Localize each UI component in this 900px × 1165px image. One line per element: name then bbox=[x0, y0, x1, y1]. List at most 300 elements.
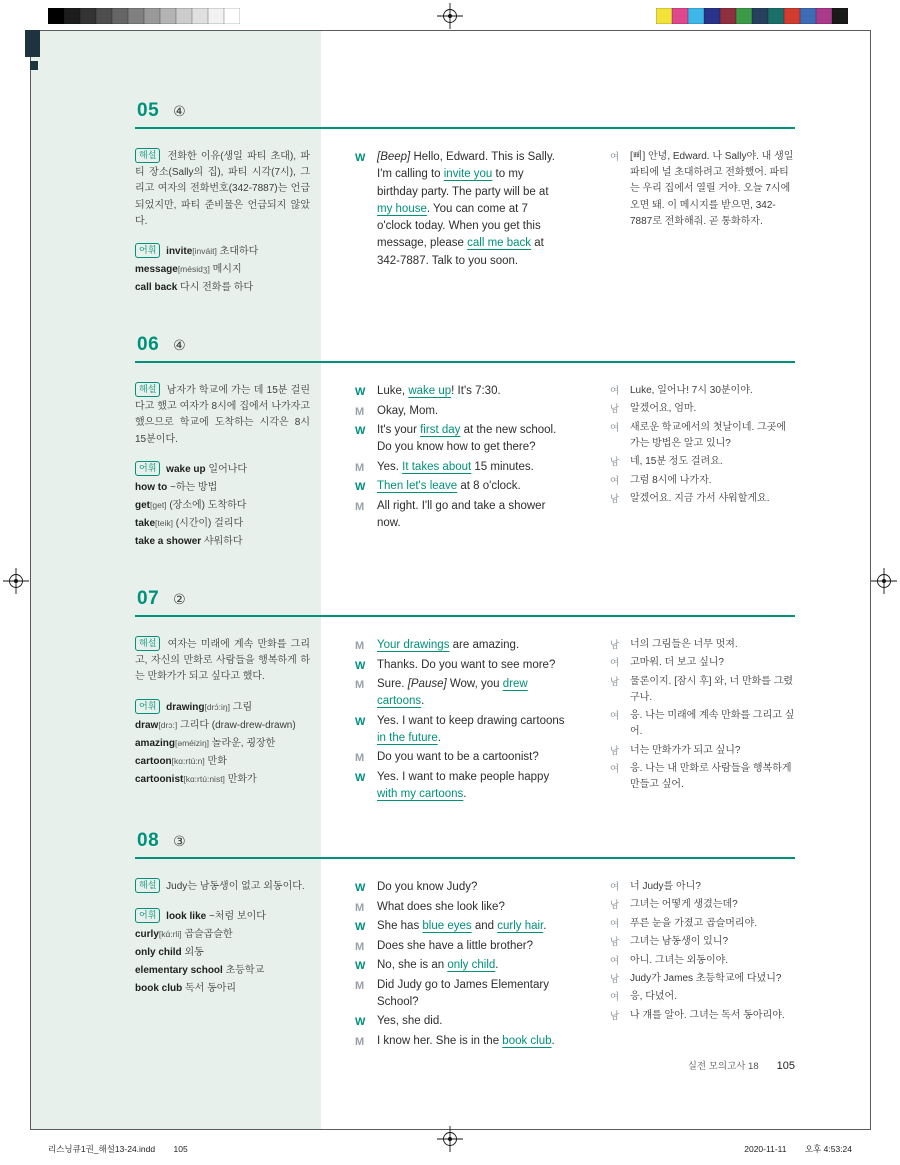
speaker-label: M bbox=[355, 901, 365, 914]
color-calibration-bar bbox=[656, 8, 848, 24]
explanation-body: 여자는 미래에 계속 만화를 그리고, 자신의 만화로 사람들을 행복하게 하는 만화가가 되고 싶다고 했다. bbox=[135, 639, 311, 683]
vocab-meaning: 놀라운, 굉장한 bbox=[209, 737, 276, 749]
translation-text: 응, 다녔어. bbox=[630, 991, 677, 1003]
vocab-word: take a shower bbox=[135, 535, 202, 547]
explanation-label: 해설 bbox=[135, 636, 160, 651]
dialogue-text: Yes. I want to keep drawing cartoons in the future. bbox=[377, 714, 565, 744]
translation-speaker: 여 bbox=[610, 422, 620, 434]
translation-text: 푸른 눈을 가졌고 곱슬머리야. bbox=[630, 917, 758, 929]
dialogue-text: [Beep] Hello, Edward. This is Sally. I'm calling to invite you to my birthday party. The party will be at my house. You can come at 7 o'clock today. When you get this message, please call me back at 342-7887. Talk to you soon. bbox=[377, 151, 555, 267]
calibration-swatch bbox=[704, 8, 720, 24]
vocab-word: get bbox=[135, 499, 150, 511]
question-header bbox=[135, 830, 795, 852]
dialogue-line bbox=[355, 769, 565, 804]
vocab-meaning: ~하는 방법 bbox=[167, 481, 218, 493]
speaker-label: M bbox=[355, 405, 365, 418]
translation-text: 너의 그림들은 너무 멋져. bbox=[630, 639, 738, 650]
vocab-entry bbox=[135, 497, 310, 514]
translation-line bbox=[610, 761, 795, 793]
translation-text: 너 Judy를 아니? bbox=[630, 881, 701, 892]
vocab-meaning: 메시지 bbox=[209, 263, 242, 275]
translation-speaker: 여 bbox=[610, 992, 620, 1004]
dialogue-text: I know her. She is in the book club. bbox=[377, 1034, 555, 1047]
dialogue-text: Thanks. Do you want to see more? bbox=[377, 658, 556, 671]
vocab-label: 어휘 bbox=[135, 243, 160, 258]
vocab-entry bbox=[135, 962, 310, 979]
calibration-swatch bbox=[144, 8, 160, 24]
speaker-label: W bbox=[355, 882, 366, 894]
translation-line bbox=[610, 655, 795, 671]
vocab-word: how to bbox=[135, 481, 168, 493]
vocab-meaning: 다시 전화를 하다 bbox=[177, 281, 254, 293]
translation-line bbox=[610, 491, 795, 507]
vocab-word: amazing bbox=[135, 737, 176, 749]
translation-text: 알겠어요. 지금 가서 샤워할게요. bbox=[630, 492, 770, 504]
vocab-word: cartoon bbox=[135, 755, 172, 767]
vocab-meaning: 그리다 (draw-drew-drawn) bbox=[177, 719, 296, 731]
question-header bbox=[135, 588, 795, 610]
question-number: 07 bbox=[137, 588, 160, 609]
calibration-swatch bbox=[192, 8, 208, 24]
dialogue-line bbox=[355, 938, 565, 956]
translation-text: 네, 15분 정도 걸려요. bbox=[630, 456, 723, 468]
registration-mark-icon bbox=[871, 568, 897, 594]
dialogue-text: Your drawings are amazing. bbox=[377, 639, 520, 651]
print-info-left bbox=[48, 1143, 188, 1155]
vocab-meaning: (시간이) 걸리다 bbox=[172, 517, 244, 529]
translation-text: 그녀는 남동생이 있니? bbox=[630, 936, 729, 948]
vocab-word: take bbox=[135, 517, 156, 529]
question-header bbox=[135, 334, 795, 356]
translation-text: 응. 나는 내 만화로 사람들을 행복하게 만들고 싶어. bbox=[630, 762, 792, 791]
translation-text: 물론이지. [잠시 후] 와, 너 만화를 그렸구나. bbox=[630, 675, 794, 703]
translation-line bbox=[610, 708, 795, 740]
underlined-phrase: curly hair bbox=[497, 920, 544, 932]
dialogue-line bbox=[355, 478, 565, 496]
vocab-meaning: 그림 bbox=[230, 701, 253, 713]
vocab-word: message bbox=[135, 263, 178, 275]
dialogue-column bbox=[355, 149, 565, 297]
translation-speaker: 남 bbox=[610, 457, 620, 469]
vocab-entry bbox=[135, 243, 310, 260]
registration-mark-icon bbox=[437, 3, 463, 29]
explanation-body: Judy는 남동생이 없고 외동이다. bbox=[166, 881, 305, 892]
vocab-label: 어휘 bbox=[135, 699, 160, 714]
translation-speaker: 여 bbox=[610, 918, 620, 930]
underlined-phrase: book club bbox=[502, 1034, 552, 1047]
calibration-swatch bbox=[48, 8, 64, 24]
dialogue-line bbox=[355, 879, 565, 897]
vocab-pronunciation: [drɔ:] bbox=[158, 719, 178, 730]
vocab-word: wake up bbox=[166, 463, 206, 475]
speaker-label: W bbox=[355, 1016, 366, 1028]
dialogue-line bbox=[355, 383, 565, 401]
answer-choice: ② bbox=[173, 591, 186, 607]
print-file-page: 105 bbox=[173, 1144, 188, 1154]
translation-speaker: 여 bbox=[610, 386, 620, 397]
dialogue-line bbox=[355, 422, 565, 457]
question-number: 06 bbox=[137, 334, 160, 355]
underlined-phrase: invite you bbox=[443, 168, 493, 181]
calibration-swatch bbox=[736, 8, 752, 24]
translation-text: 아니. 그녀는 외동이야. bbox=[630, 954, 729, 966]
translation-line bbox=[610, 454, 795, 470]
translation-speaker: 남 bbox=[610, 900, 620, 912]
sound-cue: [Pause] bbox=[407, 678, 447, 690]
translation-speaker: 여 bbox=[610, 475, 620, 487]
vocab-word: curly bbox=[135, 929, 159, 941]
vocab-word: book club bbox=[135, 983, 183, 995]
calibration-swatch bbox=[208, 8, 224, 24]
registration-mark-icon bbox=[437, 1126, 463, 1152]
calibration-swatch bbox=[176, 8, 192, 24]
translation-text: Judy가 James 초등학교에 다녔니? bbox=[630, 972, 782, 984]
dialogue-line bbox=[355, 957, 565, 975]
underlined-phrase: my house bbox=[377, 202, 427, 215]
speaker-label: M bbox=[355, 500, 365, 513]
speaker-label: W bbox=[355, 152, 366, 164]
underlined-phrase: only child bbox=[447, 959, 496, 971]
explanation-label: 해설 bbox=[135, 878, 160, 893]
translation-line bbox=[610, 879, 795, 895]
dialogue-line bbox=[355, 1033, 565, 1051]
question-content bbox=[135, 363, 795, 551]
calibration-swatch bbox=[96, 8, 112, 24]
explanation-text bbox=[135, 383, 310, 448]
answer-choice: ④ bbox=[173, 337, 186, 353]
dialogue-text: Do you know Judy? bbox=[377, 881, 478, 893]
underlined-phrase: first day bbox=[420, 424, 461, 436]
speaker-label: W bbox=[355, 481, 366, 493]
vocab-word: invite bbox=[166, 245, 193, 257]
translation-line bbox=[610, 637, 795, 653]
translation-line bbox=[610, 897, 795, 913]
vocab-meaning: (장소에) 도착하다 bbox=[166, 499, 247, 511]
underlined-phrase: Your drawings bbox=[377, 639, 450, 651]
vocab-meaning: 독서 동아리 bbox=[182, 983, 237, 995]
translation-line bbox=[610, 420, 795, 452]
translation-text: 고마워. 더 보고 싶니? bbox=[630, 657, 724, 669]
vocab-word: elementary school bbox=[135, 965, 223, 977]
translation-column bbox=[610, 383, 795, 551]
translation-speaker: 여 bbox=[610, 882, 620, 893]
calibration-swatch bbox=[224, 8, 240, 24]
calibration-swatch bbox=[112, 8, 128, 24]
translation-speaker: 남 bbox=[610, 1010, 620, 1022]
vocab-pronunciation: [inváit] bbox=[192, 245, 217, 256]
calibration-swatch bbox=[128, 8, 144, 24]
underlined-phrase: Then let's leave bbox=[377, 480, 458, 492]
corner-registration-tab bbox=[25, 30, 40, 57]
vocab-word: look like bbox=[166, 911, 207, 923]
calibration-swatch bbox=[752, 8, 768, 24]
explanation-text bbox=[135, 637, 310, 686]
speaker-label: M bbox=[355, 979, 365, 992]
translation-text: 너는 만화가가 되고 싶니? bbox=[630, 744, 741, 756]
vocab-meaning: 초대하다 bbox=[216, 245, 259, 257]
vocab-entry bbox=[135, 515, 310, 532]
dialogue-column bbox=[355, 637, 565, 805]
dialogue-line bbox=[355, 977, 565, 1012]
vocab-entry bbox=[135, 717, 310, 734]
vocab-entry bbox=[135, 944, 310, 961]
explanation-label: 해설 bbox=[135, 382, 160, 397]
vocab-word: only child bbox=[135, 947, 182, 959]
translation-line bbox=[610, 916, 795, 932]
translation-column bbox=[610, 879, 795, 1052]
speaker-label: W bbox=[355, 921, 366, 933]
grayscale-calibration-bar bbox=[48, 8, 240, 24]
vocab-list bbox=[135, 699, 310, 788]
vocab-entry bbox=[135, 533, 310, 550]
vocab-entry bbox=[135, 279, 310, 296]
speaker-label: W bbox=[355, 715, 366, 728]
speaker-label: M bbox=[355, 679, 365, 691]
translation-line bbox=[610, 149, 795, 230]
vocab-entry bbox=[135, 479, 310, 496]
translation-speaker: 여 bbox=[610, 152, 620, 163]
dialogue-text: All right. I'll go and take a shower now. bbox=[377, 499, 546, 529]
dialogue-text: Then let's leave at 8 o'clock. bbox=[377, 480, 521, 492]
vocab-meaning: ~처럼 보이다 bbox=[206, 911, 266, 923]
vocab-pronunciation: [kɑ:rtú:n] bbox=[171, 755, 205, 766]
vocab-meaning: 만화가 bbox=[224, 773, 257, 785]
translation-speaker: 남 bbox=[610, 493, 620, 505]
speaker-label: W bbox=[355, 771, 366, 784]
translation-speaker: 여 bbox=[610, 658, 620, 670]
vocab-list bbox=[135, 461, 310, 550]
dialogue-line bbox=[355, 676, 565, 711]
translation-text: 응. 나는 미래에 계속 만화를 그리고 싶어. bbox=[630, 710, 795, 738]
underlined-phrase: blue eyes bbox=[422, 920, 472, 932]
vocab-entry bbox=[135, 908, 310, 925]
translation-speaker: 남 bbox=[610, 973, 620, 985]
dialogue-text: She has blue eyes and curly hair. bbox=[377, 920, 547, 932]
underlined-phrase: in the future bbox=[377, 731, 438, 744]
question-content bbox=[135, 129, 795, 297]
explanation-body: 전화한 이유(생일 파티 초대), 파티 장소(Sally의 집), 파티 시각(7시), 그리고 여자의 전화번호(342-7887)는 언급되었지만, 파티 준비물은 언급되지 않았다. bbox=[135, 151, 310, 227]
translation-text: Luke, 일어나! 7시 30분이야. bbox=[630, 385, 753, 396]
dialogue-column bbox=[355, 879, 565, 1052]
dialogue-text: Did Judy go to James Elementary School? bbox=[377, 978, 549, 1008]
translation-text: 새로운 학교에서의 첫날이네. 그곳에 가는 방법은 알고 있니? bbox=[630, 421, 787, 449]
vocab-pronunciation: [əméiziŋ] bbox=[175, 737, 210, 748]
speaker-label: M bbox=[355, 1035, 365, 1048]
speaker-label: W bbox=[355, 659, 366, 672]
vocab-entry bbox=[135, 699, 310, 716]
dialogue-text: Sure. [Pause] Wow, you drew cartoons. bbox=[377, 678, 528, 708]
underlined-phrase: call me back bbox=[467, 237, 532, 250]
explanation-text bbox=[135, 149, 310, 230]
dialogue-text: Luke, wake up! It's 7:30. bbox=[377, 385, 501, 397]
dialogue-line bbox=[355, 403, 565, 421]
translation-column bbox=[610, 149, 795, 297]
vocab-word: call back bbox=[135, 281, 178, 293]
translation-speaker: 남 bbox=[610, 676, 620, 688]
vocab-entry bbox=[135, 735, 310, 752]
speaker-label: M bbox=[355, 640, 365, 652]
dialogue-text: What does she look like? bbox=[377, 900, 505, 913]
vocab-label: 어휘 bbox=[135, 908, 160, 923]
question-number: 08 bbox=[137, 830, 160, 851]
dialogue-line bbox=[355, 749, 565, 767]
translation-line bbox=[610, 934, 795, 950]
explanation-column bbox=[135, 383, 310, 551]
vocab-word: drawing bbox=[166, 701, 205, 713]
speaker-label: W bbox=[355, 425, 366, 437]
calibration-swatch bbox=[800, 8, 816, 24]
translation-speaker: 남 bbox=[610, 745, 620, 757]
calibration-swatch bbox=[784, 8, 800, 24]
dialogue-text: Okay, Mom. bbox=[377, 404, 439, 417]
vocab-meaning: 곱슬곱슬한 bbox=[181, 929, 233, 941]
dialogue-line bbox=[355, 637, 565, 655]
question-block-06 bbox=[135, 334, 795, 551]
vocab-meaning: 샤워하다 bbox=[201, 535, 243, 547]
dialogue-text: Do you want to be a cartoonist? bbox=[377, 751, 539, 763]
calibration-swatch bbox=[160, 8, 176, 24]
vocab-word: cartoonist bbox=[135, 773, 184, 785]
vocab-entry bbox=[135, 461, 310, 478]
translation-line bbox=[610, 953, 795, 969]
dialogue-line bbox=[355, 713, 565, 748]
vocab-entry bbox=[135, 261, 310, 278]
explanation-label: 해설 bbox=[135, 148, 160, 163]
translation-line bbox=[610, 971, 795, 987]
translation-speaker: 남 bbox=[610, 640, 620, 651]
explanation-column bbox=[135, 879, 310, 1052]
speaker-label: M bbox=[355, 752, 365, 764]
calibration-swatch bbox=[656, 8, 672, 24]
dialogue-text: Does she have a little brother? bbox=[377, 939, 533, 952]
question-header bbox=[135, 100, 795, 122]
underlined-phrase: drew cartoons bbox=[377, 678, 528, 708]
answer-choice: ③ bbox=[173, 833, 186, 849]
vocab-pronunciation: [get] bbox=[150, 499, 167, 510]
vocab-meaning: 외동 bbox=[181, 947, 204, 959]
dialogue-line bbox=[355, 498, 565, 533]
speaker-label: M bbox=[355, 940, 365, 953]
vocab-entry bbox=[135, 771, 310, 788]
translation-line bbox=[610, 674, 795, 706]
calibration-swatch bbox=[688, 8, 704, 24]
footer-page-number: 105 bbox=[776, 1060, 795, 1072]
underlined-phrase: wake up bbox=[408, 385, 452, 397]
question-block-05 bbox=[135, 100, 795, 297]
translation-speaker: 남 bbox=[610, 404, 620, 416]
question-content bbox=[135, 859, 795, 1052]
vocab-list bbox=[135, 243, 310, 296]
registration-mark-icon bbox=[3, 568, 29, 594]
calibration-swatch bbox=[832, 8, 848, 24]
question-number: 05 bbox=[137, 100, 160, 121]
dialogue-text: No, she is an only child. bbox=[377, 959, 499, 971]
speaker-label: M bbox=[355, 461, 365, 474]
calibration-swatch bbox=[64, 8, 80, 24]
translation-text: 나 걔를 알아. 그녀는 독서 동아리야. bbox=[630, 1009, 785, 1021]
underlined-phrase: with my cartoons bbox=[377, 787, 464, 800]
explanation-column bbox=[135, 149, 310, 297]
print-filename: 리스닝큐1권_해설13-24.indd bbox=[48, 1144, 156, 1154]
translation-line bbox=[610, 743, 795, 759]
question-block-08 bbox=[135, 830, 795, 1052]
explanation-text bbox=[135, 879, 310, 895]
translation-text: [삐] 안녕, Edward. 나 Sally야. 내 생일 파티에 널 초대하려고 전화했어. 파티는 우리 집에서 열릴 거야. 오늘 7시에 오면 돼. 이 메시지를 받으면, 342-7887로 전화해줘. 곧 통화하자. bbox=[630, 151, 794, 227]
vocab-pronunciation: [drɔ́:iŋ] bbox=[204, 701, 231, 712]
calibration-swatch bbox=[768, 8, 784, 24]
vocab-meaning: 초등학교 bbox=[222, 965, 265, 977]
translation-speaker: 남 bbox=[610, 937, 620, 949]
dialogue-column bbox=[355, 383, 565, 551]
speaker-label: W bbox=[355, 960, 366, 972]
print-date: 2020-11-11 bbox=[744, 1144, 787, 1154]
calibration-swatch bbox=[816, 8, 832, 24]
vocab-label: 어휘 bbox=[135, 461, 160, 476]
translation-line bbox=[610, 473, 795, 489]
translation-speaker: 여 bbox=[610, 763, 620, 775]
dialogue-text: Yes, she did. bbox=[377, 1015, 443, 1027]
print-info-right bbox=[744, 1143, 852, 1155]
translation-text: 그럼 8시에 나가자. bbox=[630, 474, 712, 486]
dialogue-line bbox=[355, 149, 565, 270]
calibration-swatch bbox=[80, 8, 96, 24]
vocab-pronunciation: [kɑ́:rli] bbox=[158, 929, 182, 940]
dialogue-text: Yes. I want to make people happy with my cartoons. bbox=[377, 770, 550, 800]
translation-speaker: 여 bbox=[610, 711, 620, 723]
sound-cue: [Beep] bbox=[377, 151, 411, 163]
translation-line bbox=[610, 383, 795, 399]
translation-text: 알겠어요, 엄마. bbox=[630, 403, 697, 415]
answer-choice: ④ bbox=[173, 103, 186, 119]
vocab-meaning: 만화 bbox=[204, 755, 227, 767]
vocab-entry bbox=[135, 753, 310, 770]
dialogue-text: Yes. It takes about 15 minutes. bbox=[377, 460, 534, 473]
dialogue-line bbox=[355, 1013, 565, 1031]
calibration-swatch bbox=[720, 8, 736, 24]
footer-section-label: 실전 모의고사 18 bbox=[687, 1061, 759, 1072]
underlined-phrase: It takes about bbox=[402, 460, 472, 473]
vocab-word: draw bbox=[135, 719, 159, 731]
corner-registration-notch bbox=[30, 61, 38, 70]
print-time: 오후 4:53:24 bbox=[804, 1144, 852, 1154]
calibration-swatch bbox=[672, 8, 688, 24]
explanation-body: 남자가 학교에 가는 데 15분 걸린다고 했고 여자가 8시에 집에서 나가자고 했으므로 학교에 도착하는 시각은 8시 15분이다. bbox=[135, 385, 310, 445]
dialogue-line bbox=[355, 657, 565, 675]
vocab-pronunciation: [mésidʒ] bbox=[177, 263, 210, 274]
question-content bbox=[135, 617, 795, 805]
translation-column bbox=[610, 637, 795, 805]
dialogue-line bbox=[355, 459, 565, 477]
vocab-entry bbox=[135, 980, 310, 997]
speaker-label: W bbox=[355, 386, 366, 398]
vocab-pronunciation: [kɑ:rtú:nist] bbox=[183, 773, 225, 784]
translation-line bbox=[610, 1008, 795, 1024]
vocab-list bbox=[135, 908, 310, 997]
question-block-07 bbox=[135, 588, 795, 805]
dialogue-text: It's your first day at the new school. Do you know how to get there? bbox=[377, 424, 557, 454]
translation-speaker: 여 bbox=[610, 955, 620, 967]
vocab-pronunciation: [teik] bbox=[155, 517, 173, 528]
vocab-meaning: 일어나다 bbox=[205, 463, 248, 475]
dialogue-line bbox=[355, 918, 565, 936]
translation-line bbox=[610, 989, 795, 1005]
translation-line bbox=[610, 401, 795, 417]
dialogue-line bbox=[355, 899, 565, 917]
translation-text: 그녀는 어떻게 생겼는데? bbox=[630, 899, 738, 911]
page-footer bbox=[135, 1058, 795, 1072]
explanation-column bbox=[135, 637, 310, 805]
vocab-entry bbox=[135, 926, 310, 943]
